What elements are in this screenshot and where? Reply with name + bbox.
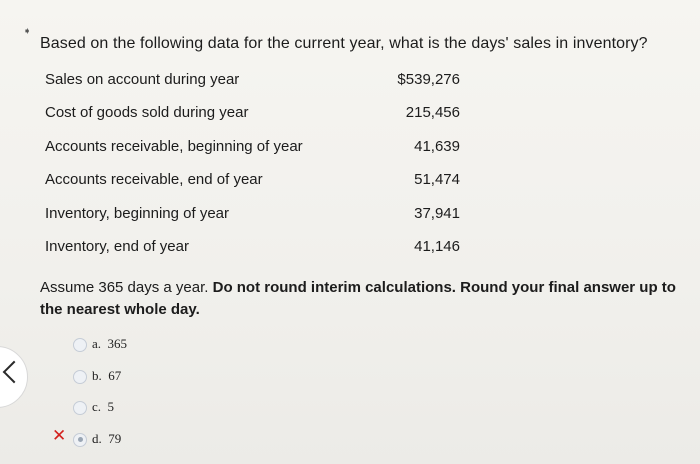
data-label: Accounts receivable, end of year xyxy=(45,171,263,189)
data-value: $539,276 xyxy=(397,71,460,88)
data-value: 37,941 xyxy=(414,204,460,222)
data-row xyxy=(45,238,460,271)
option-value: 67 xyxy=(108,367,122,383)
data-value: 51,474 xyxy=(414,171,460,189)
data-value: 41,146 xyxy=(414,237,460,255)
radio-button[interactable] xyxy=(73,401,87,415)
option-value: 79 xyxy=(108,430,122,446)
radio-button[interactable] xyxy=(73,338,87,352)
data-row xyxy=(45,138,460,171)
data-row xyxy=(45,104,460,137)
data-row xyxy=(45,171,460,204)
option-letter: b. xyxy=(92,367,102,383)
option-letter: a. xyxy=(92,336,102,351)
data-label: Inventory, end of year xyxy=(45,237,189,255)
option-value: 5 xyxy=(107,399,115,414)
data-label: Accounts receivable, beginning of year xyxy=(45,137,303,155)
option-label xyxy=(92,399,114,415)
data-label: Sales on account during year xyxy=(45,71,240,88)
data-value: 215,456 xyxy=(405,104,460,122)
instructions-plain: Assume 365 days a year. xyxy=(40,279,213,296)
radio-button-selected[interactable] xyxy=(73,433,87,447)
data-label: Cost of goods sold during year xyxy=(45,104,249,122)
small-arrow-icon: ➧ xyxy=(23,26,32,37)
data-value: 41,639 xyxy=(414,137,460,155)
question-text: Based on the following data for the current year, what is the days' sales in inventory? xyxy=(40,35,648,52)
option-value: 365 xyxy=(107,336,128,351)
data-row xyxy=(45,205,460,238)
incorrect-x-icon: ✕ xyxy=(52,425,67,446)
instructions-text xyxy=(40,277,680,321)
instructions-bold: Do not round interim calculations. Round your final answer up to the nearest whole day. xyxy=(40,279,676,318)
data-label: Inventory, beginning of year xyxy=(45,204,230,222)
option-label xyxy=(92,336,127,352)
option-letter: d. xyxy=(92,430,102,446)
option-letter: c. xyxy=(92,399,102,414)
data-table xyxy=(45,71,460,271)
option-label xyxy=(92,431,121,447)
data-row xyxy=(45,71,460,104)
radio-button[interactable] xyxy=(73,370,87,384)
option-label xyxy=(92,368,121,384)
